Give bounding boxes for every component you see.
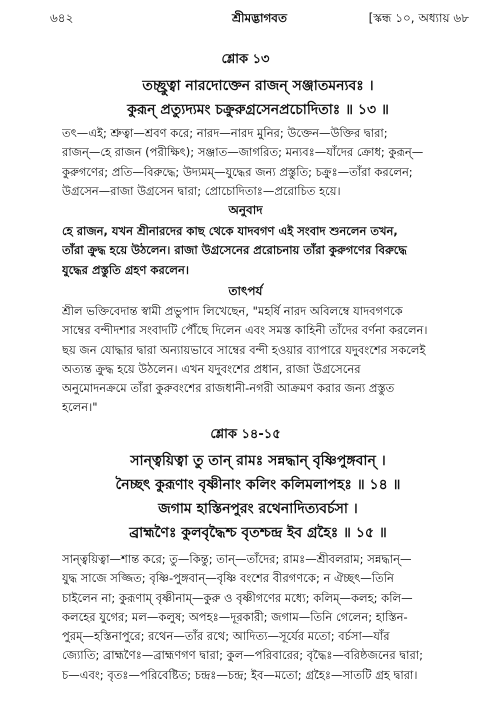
- verse-13-purport: [62, 302, 465, 418]
- synonym-line: চাইলেন না; কুরূণাম্ বৃষ্ণীনাম্—কুরু ও বৃষ্ণীগণের মধ্যে; কলিম্—কলহ; কলি—: [62, 590, 413, 605]
- synonym-line: জ্যোতি; ব্রাহ্মণৈঃ—ব্রাহ্মণগণ দ্বারা; কুল—পরিবারের; বৃদ্ধৈঃ—বরিষ্ঠজনের দ্বারা;: [62, 648, 424, 663]
- verse-14-line-1: সান্ত্বয়িত্বা তু তান্ রামঃ সন্নদ্ধান্ বৃষ্ণিপুঙ্গবান্ ।: [130, 453, 386, 469]
- synonym-line: পুরম্—হস্তিনাপুরে; রথেন—তাঁর রথে; আদিত্য—সূর্যের মতো; বর্চসা—যাঁর: [62, 629, 390, 644]
- purport-line: ছয় জন যোদ্ধার দ্বারা অন্যায়ভাবে সাম্বের বন্দী হওয়ার ব্যাপারে যদুবংশের সকলেই: [62, 342, 426, 357]
- synonym-line: উগ্রসেন—রাজা উগ্রসেন দ্বারা; প্রোচোদিতাঃ—প্ররোচিত হয়ে।: [62, 183, 341, 198]
- synonym-line: যুদ্ধ সাজে সজ্জিত; বৃষ্ণি-পুঙ্গবান্—বৃষ্ণি বংশের বীরগণকে; ন ঐচ্ছৎ—তিনি: [62, 571, 394, 586]
- purport-line: অনুমোদনক্রমে তাঁরা কুরুবংশের রাজধানী-নগরী আক্রমণ করার জন্য প্রস্তুত: [62, 381, 395, 396]
- translation-line: যুদ্ধের প্রস্তুতি গ্রহণ করলেন।: [62, 262, 189, 277]
- chapter-reference: [স্কন্ধ ১০, অধ্যায় ৬৮: [368, 11, 469, 25]
- book-title: শ্রীমদ্ভাগবত: [231, 11, 287, 25]
- verse-15-line-2: ব্রাহ্মণৈঃ কুলবৃদ্ধৈশ্চ বৃতশ্চন্দ্র ইব গ্রহৈঃ ॥ ১৫ ॥: [129, 525, 387, 541]
- verse-14-15-heading: শ্লোক ১৪-১৫: [210, 427, 281, 442]
- purport-heading: তাৎপর্য: [228, 284, 263, 298]
- verse-14-line-2: নৈচ্ছৎ কুরূণাং বৃষ্ণীনাং কলিং কলিমলাপহঃ ॥ ১৪ ॥: [115, 477, 401, 493]
- page-header: [50, 10, 469, 28]
- synonym-line: কলহের যুগের; মল—কলুষ; অপহঃ—দূরকারী; জগাম—তিনি গেলেন; হাস্তিন-: [62, 609, 408, 624]
- translation-line: হে রাজন, যখন শ্রীনারদের কাছ থেকে যাদবগণ এই সংবাদ শুনলেন তখন,: [62, 224, 398, 238]
- synonym-line: কুরুগণের; প্রতি—বিরুদ্ধে; উদ্যমম্—যুদ্ধের জন্য প্রস্তুতি; চক্রুঃ—তাঁরা করলেন;: [62, 164, 413, 179]
- purport-line: হলেন।": [62, 400, 98, 415]
- verse-14-15-synonyms: [62, 550, 465, 685]
- verse-13-synonyms: [62, 124, 465, 201]
- synonym-line: তৎ—এই; শ্রুত্বা—শ্রবণ করে; নারদ—নারদ মুনির; উক্তেন—উক্তির দ্বারা;: [62, 126, 388, 140]
- synonym-line: রাজন্—হে রাজন (পরীক্ষিৎ); সঞ্জাত—জাগরিত; মন্যবঃ—যাঁদের ক্রোধ; কুরূন্—: [62, 145, 424, 160]
- synonym-line: সান্ত্বয়িত্বা—শান্ত করে; তু—কিন্তু; তান্—তাঁদের; রামঃ—শ্রীবলরাম; সন্নদ্ধান্—: [62, 552, 412, 566]
- purport-line: অত্যন্ত ক্রুদ্ধ হয়ে উঠলেন। এখন যদুবংশের প্রধান, রাজা উগ্রসেনের: [62, 361, 361, 376]
- verse-13-line-1: তচ্ছ্রুত্বা নারদোক্তেন রাজন্ সঞ্জাতমন্যবঃ ।: [142, 78, 374, 94]
- translation-heading: অনুবাদ: [228, 203, 263, 217]
- translation-line: তাঁরা ক্রুদ্ধ হয়ে উঠলেন। রাজা উগ্রসেনের প্ররোচনায় তাঁরা কুরুগণের বিরুদ্ধে: [62, 243, 407, 258]
- verse-13-translation: [62, 222, 465, 280]
- verse-15-line-1: জগাম হাস্তিনপুরং রথেনাদিত্যবর্চসা ।: [158, 501, 358, 517]
- page-number: ৬৪২: [50, 11, 74, 25]
- verse-13-line-2: কুরূন্ প্রত্যুদ্যমং চক্রুরুগ্রসেনপ্রচোদিতাঃ ॥ ১৩ ॥: [127, 102, 389, 118]
- synonym-line: চ—এবং; বৃতঃ—পরিবেষ্টিত; চন্দ্রঃ—চন্দ্র; ইব—মতো; গ্রহৈঃ—সাতটি গ্রহ দ্বারা।: [62, 667, 418, 682]
- purport-line: শ্রীল ভক্তিবেদান্ত স্বামী প্রভুপাদ লিখেছেন, "মহর্ষি নারদ অবিলম্বে যাদবগণকে: [62, 304, 403, 318]
- verse-13-heading: শ্লোক ১৩: [221, 52, 270, 67]
- purport-line: সাম্বের বন্দীদশার সংবাদটি পৌঁছে দিলেন এবং সমস্ত কাহিনী তাঁদের বর্ণনা করলেন।: [62, 323, 428, 338]
